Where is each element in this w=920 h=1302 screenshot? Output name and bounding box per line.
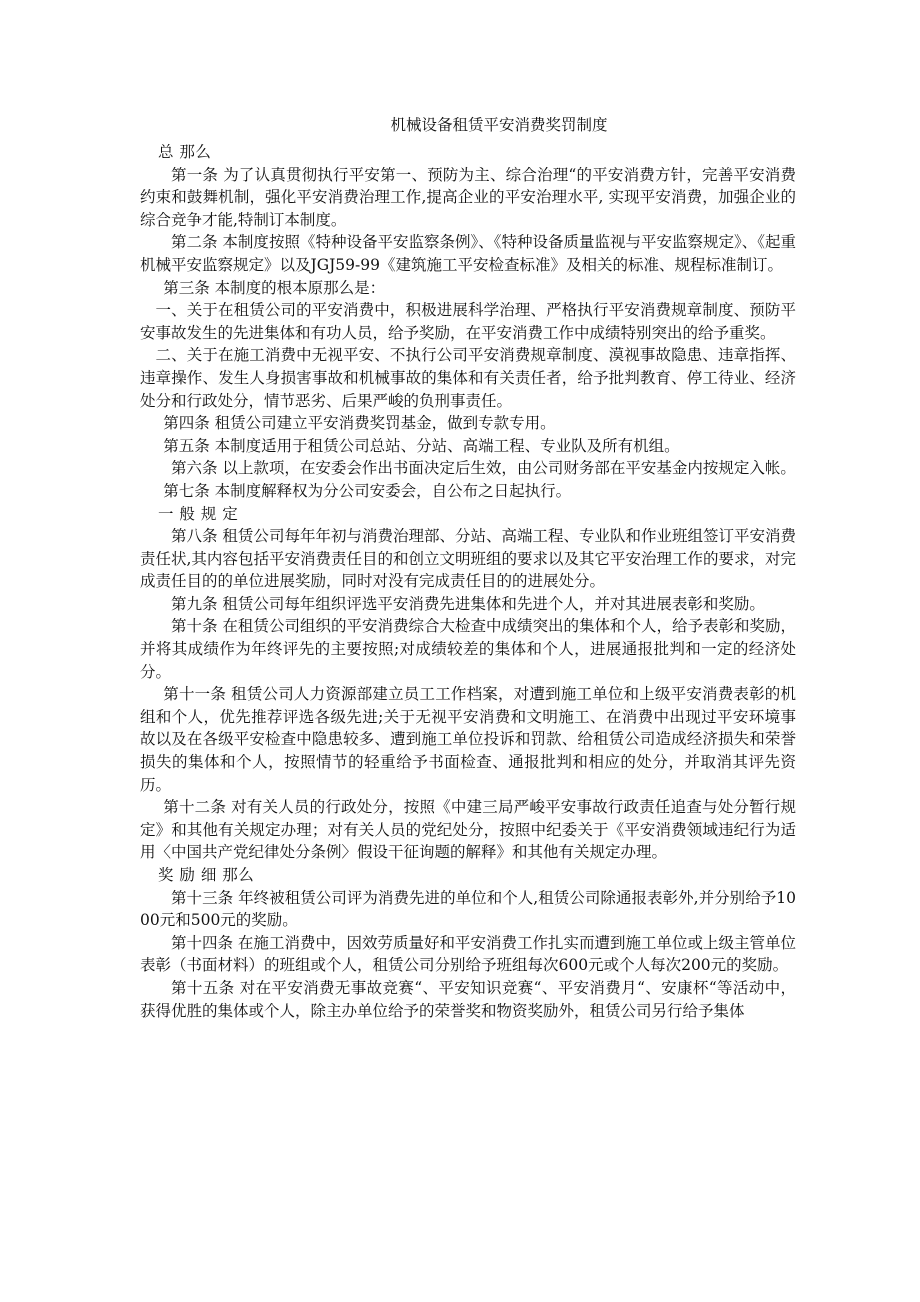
paragraph: 第十二条 对有关人员的行政处分，按照《中建三局严峻平安事故行政责任追查与处分暂行规定》和其他有关规定办理；对有关人员的党纪处分，按照中纪委关于《平安消费领域违纪行为适用〈中国共产党纪律处分条例〉假设干征询题的解释》和其他有关规定办理。 — [140, 798, 796, 862]
paragraph: 第十五条 对在平安消费无事故竞赛“、平安知识竞赛“、平安消费月“、安康杯“等活动中，获得优胜的集体或个人，除主办单位给予的荣誉奖和物资奖励外，租赁公司另行给予集体 — [140, 978, 796, 1020]
document-page — [140, 113, 796, 1022]
paragraph: 第三条 本制度的根本原那么是： — [163, 278, 386, 297]
paragraph: 第七条 本制度解释权为分公司安委会，自公布之日起执行。 — [163, 481, 572, 500]
paragraph: 第十一条 租赁公司人力资源部建立员工工作档案，对遭到施工单位和上级平安消费表彰的机组和个人，优先推荐评选各级先进;关于无视平安消费和文明施工、在消费中出现过平安环境事故以及在各级平安检查中隐患较多、遭到施工单位投诉和罚款、给租赁公司造成经济损失和荣誉损失的集体和个人，按照情节的轻重给予书面检查、通报批判和相应的处分，并取消其评先资历。 — [140, 685, 796, 794]
paragraph: 第六条 以上款项，在安委会作出书面决定后生效，由公司财务部在平安基金内按规定入帐。 — [171, 459, 796, 478]
section-heading: 奖 励 细 那么 — [158, 866, 255, 884]
paragraph: 一、关于在租赁公司的平安消费中，积极进展科学治理、严格执行平安消费规章制度、预防平安事故发生的先进集体和有功人员，给予奖励，在平安消费工作中成绩特别突出的给予重奖。 — [140, 301, 796, 342]
section-heading: 总 那么 — [158, 143, 212, 161]
document-title: 机械设备租赁平安消费奖罚制度 — [390, 116, 608, 134]
paragraph: 第九条 租赁公司每年组织评选平安消费先进集体和先进个人，并对其进展表彰和奖励。 — [171, 594, 765, 613]
paragraph: 第一条 为了认真贯彻执行平安第一、预防为主、综合治理“的平安消费方针，完善平安消费约束和鼓舞机制，强化平安消费治理工作,提高企业的平安治理水平, 实现平安消费，加强企业的综合竞争才能,特制订本制度。 — [140, 165, 796, 229]
paragraph: 第二条 本制度按照《特种设备平安监察条例》、《特种设备质量监视与平安监察规定》、《起重机械平安监察规定》以及JGJ59-99《建筑施工平安检查标准》及相关的标准、规程标准制订。 — [140, 233, 796, 274]
document-body — [140, 141, 796, 1022]
paragraph: 第十三条 年终被租赁公司评为消费先进的单位和个人,租赁公司除通报表彰外,并分别给予1000元和500元的奖励。 — [140, 888, 796, 930]
paragraph: 第八条 租赁公司每年年初与消费治理部、分站、高端工程、专业队和作业班组签订平安消费责任状,其内容包括平安消费责任目的和创立文明班组的要求以及其它平安治理工作的要求，对完成责任目的的单位进展奖励，同时对没有完成责任目的的进展处分。 — [140, 527, 796, 591]
paragraph: 二、关于在施工消费中无视平安、不执行公司平安消费规章制度、漠视事故隐患、违章指挥、违章操作、发生人身损害事故和机械事故的集体和有关责任者，给予批判教育、停工待业、经济处分和行政处分，情节恶劣、后果严峻的负刑事责任。 — [140, 346, 796, 410]
section-heading: 一 般 规 定 — [158, 504, 239, 523]
paragraph: 第十条 在租赁公司组织的平安消费综合大检查中成绩突出的集体和个人，给予表彰和奖励，并将其成绩作为年终评先的主要按照;对成绩较差的集体和个人，进展通报批判和一定的经济处分。 — [140, 617, 796, 681]
paragraph: 第五条 本制度适用于租赁公司总站、分站、高端工程、专业队及所有机组。 — [163, 436, 680, 455]
paragraph: 第四条 租赁公司建立平安消费奖罚基金，做到专款专用。 — [163, 414, 556, 433]
paragraph: 第十四条 在施工消费中，因效劳质量好和平安消费工作扎实而遭到施工单位或上级主管单位表彰（书面材料）的班组或个人，租赁公司分别给予班组每次600元或个人每次200元的奖励。 — [140, 933, 796, 975]
